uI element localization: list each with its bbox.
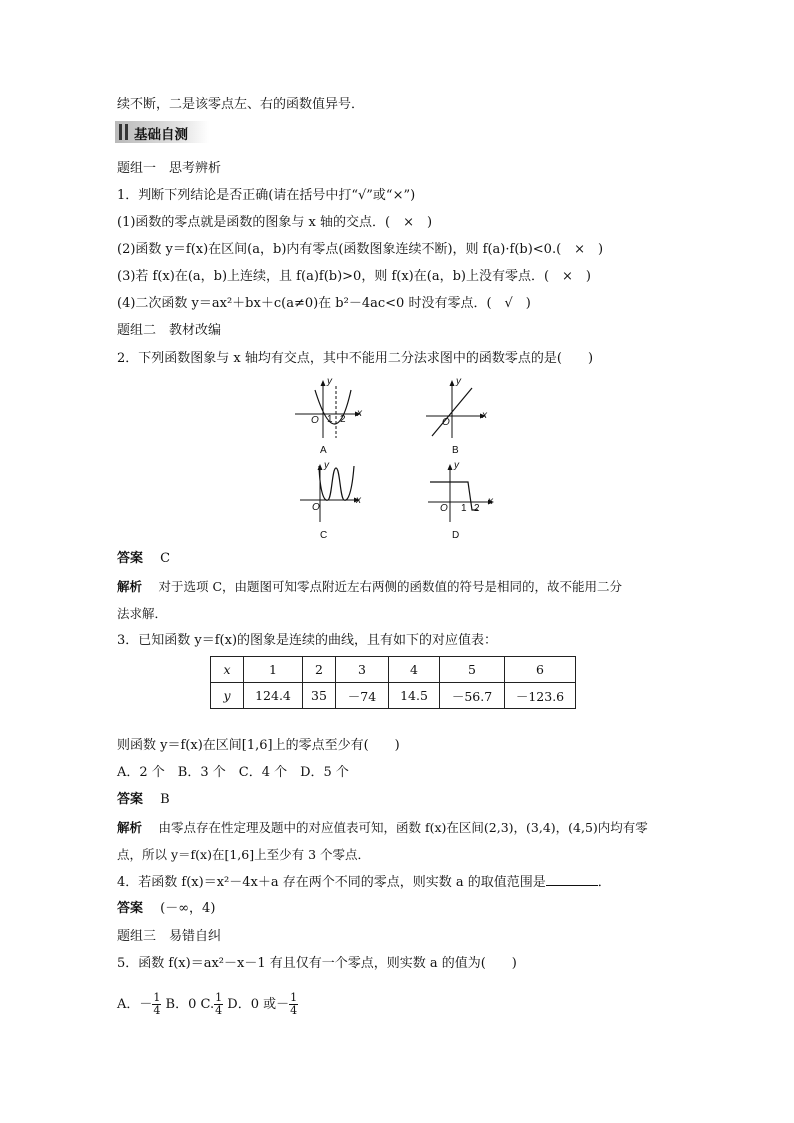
graph-a-plot <box>293 378 365 440</box>
analysis-line-2: 法求解． <box>117 606 168 621</box>
graph-tick-1: 1 <box>461 503 467 514</box>
analysis-label: 解析 <box>117 820 143 835</box>
graph-label-y: y <box>327 376 332 387</box>
answer-value: B <box>160 792 170 807</box>
graph-a <box>293 378 365 440</box>
fraction <box>214 992 223 1017</box>
table-header-x: x <box>211 657 244 683</box>
graph-tick-1: 1 <box>327 414 333 425</box>
question-3-question: 则函数 y＝f(x)在区间[1,6]上的零点至少有( ) <box>117 738 400 753</box>
section-title: 基础自测 <box>134 127 188 143</box>
answer-blank <box>546 873 598 886</box>
analysis-text: 由零点存在性定理及题中的对应值表可知，函数 f(x)在区间(2,3)，(3,4)，(4,5)内均有零 <box>158 820 648 835</box>
table-cell: 1 <box>244 657 303 683</box>
table-cell: 6 <box>505 657 576 683</box>
answer-line <box>117 550 170 568</box>
fraction-denominator: 4 <box>153 1004 161 1017</box>
analysis-label: 解析 <box>117 579 143 594</box>
table-row <box>211 683 576 709</box>
graph-label-origin: O <box>440 503 448 514</box>
graph-d <box>426 462 498 524</box>
question-4-stem: 4．若函数 f(x)＝x²－4x＋a 存在两个不同的零点，则实数 a 的取值范围是 <box>117 875 546 890</box>
fraction-numerator: 1 <box>215 991 223 1004</box>
question-4-end: ． <box>597 875 611 890</box>
table-header-y: y <box>211 683 244 709</box>
graph-label-y: y <box>454 460 459 471</box>
table-cell: －56.7 <box>440 683 505 709</box>
table-cell: 35 <box>303 683 336 709</box>
group-title: 题组三 易错自纠 <box>117 929 222 944</box>
analysis-text: 对于选项 C，由题图可知零点附近左右两侧的函数值的符号是相同的，故不能用二分 <box>158 579 623 594</box>
answer-value: C <box>160 551 171 566</box>
graph-caption-a: A <box>320 445 327 456</box>
table-cell: －74 <box>336 683 389 709</box>
option-a: A．－ <box>117 997 153 1012</box>
answer-label: 答案 <box>117 901 144 916</box>
question-5-stem: 5．函数 f(x)＝ax²－x－1 有且仅有一个零点，则实数 a 的值为( ) <box>117 956 517 971</box>
graph-d-plot <box>426 462 498 524</box>
analysis-line-2: 点，所以 y＝f(x)在[1,6]上至少有 3 个零点． <box>117 847 370 862</box>
graph-caption-c: C <box>320 530 328 541</box>
graph-c <box>298 462 370 524</box>
graph-label-x: x <box>357 408 362 419</box>
option-d: D．0 或－ <box>227 997 290 1012</box>
table-cell: －123.6 <box>505 683 576 709</box>
table-cell: 14.5 <box>389 683 440 709</box>
graph-label-y: y <box>456 376 461 387</box>
question-3-stem: 3．已知函数 y＝f(x)的图象是连续的曲线，且有如下的对应值表： <box>117 633 498 648</box>
graph-label-origin: O <box>311 415 319 426</box>
table-cell: 4 <box>389 657 440 683</box>
badge-bar <box>119 124 122 140</box>
question-2-stem: 2．下列函数图象与 x 轴均有交点，其中不能用二分法求图中的函数零点的是( ) <box>117 351 594 366</box>
group-title: 题组二 教材改编 <box>117 323 222 338</box>
question-4-line <box>117 873 611 892</box>
answer-label: 答案 <box>117 792 144 807</box>
graph-b <box>424 378 496 440</box>
fraction <box>152 992 161 1017</box>
question-1-stem: 1．判断下列结论是否正确(请在括号中打“√”或“×”) <box>117 188 416 203</box>
graph-label-origin: O <box>442 417 450 428</box>
graph-c-plot <box>298 462 370 524</box>
fraction-denominator: 4 <box>215 1004 223 1017</box>
value-table <box>210 656 576 709</box>
graph-label-x: x <box>482 410 487 421</box>
question-1-item: (1)函数的零点就是函数的图象与 x 轴的交点．( × ) <box>117 215 433 230</box>
graph-label-origin: O <box>312 502 320 513</box>
graph-caption-b: B <box>452 445 459 456</box>
fraction-denominator: 4 <box>290 1004 298 1017</box>
table-cell: 2 <box>303 657 336 683</box>
table-row <box>211 657 576 683</box>
graph-label-x: x <box>488 496 493 507</box>
option-b: B．0 <box>165 997 197 1012</box>
fraction <box>289 992 298 1017</box>
graph-b-plot <box>424 378 496 440</box>
fraction-numerator: 1 <box>290 991 298 1004</box>
table-cell: 3 <box>336 657 389 683</box>
graph-caption-d: D <box>452 530 460 541</box>
answer-line <box>117 791 170 809</box>
analysis-line <box>117 819 648 837</box>
analysis-line <box>117 578 622 596</box>
option-c: C. <box>200 997 215 1012</box>
answer-value: (－∞，4) <box>160 901 216 916</box>
question-1-item: (4)二次函数 y＝ax²＋bx＋c(a≠0)在 b²－4ac<0 时没有零点．( √ ) <box>117 296 531 311</box>
question-1-item: (3)若 f(x)在(a，b)上连续，且 f(a)f(b)>0，则 f(x)在(a，b)上没有零点．( × ) <box>117 269 591 284</box>
graph-tick-2: 2 <box>340 414 346 425</box>
graph-label-x: x <box>356 495 361 506</box>
fraction-numerator: 1 <box>153 991 161 1004</box>
answer-line <box>117 900 215 918</box>
answer-label: 答案 <box>117 551 144 566</box>
intro-text: 续不断，二是该零点左、右的函数值异号． <box>117 97 365 112</box>
table-cell: 5 <box>440 657 505 683</box>
graph-label-y: y <box>324 460 329 471</box>
table-cell: 124.4 <box>244 683 303 709</box>
question-1-item: (2)函数 y＝f(x)在区间(a，b)内有零点(函数图象连续不断)，则 f(a)·f(b)<0.( × ) <box>117 242 604 257</box>
graph-tick-2: 2 <box>474 503 480 514</box>
section-badge <box>115 121 209 143</box>
badge-bar <box>125 124 128 140</box>
question-3-options: A．2 个 B．3 个 C．4 个 D．5 个 <box>117 765 349 780</box>
question-5-options <box>117 990 298 1020</box>
group-title: 题组一 思考辨析 <box>117 161 222 176</box>
